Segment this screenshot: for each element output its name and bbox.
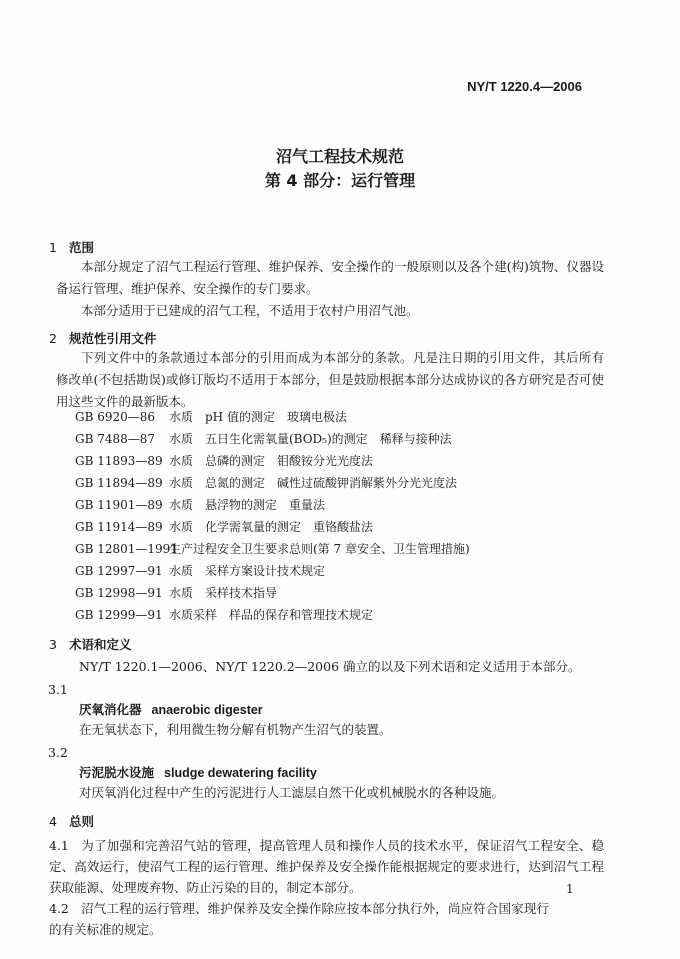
- reference-title: 水质 采样方案设计技术规定: [169, 564, 326, 578]
- clause: [49, 835, 604, 897]
- reference-code: GB 11893—89: [75, 454, 163, 468]
- reference-title: 水质 五日生化需氧量(BOD₅)的测定 稀释与接种法: [169, 432, 452, 446]
- reference-title: 水质 总氮的测定 碱性过硫酸钾消解紫外分光光度法: [169, 476, 458, 490]
- reference-title: 生产过程安全卫生要求总则(第 7 章安全、卫生管理措施): [169, 542, 470, 556]
- term-chinese: 污泥脱水设施: [79, 765, 155, 780]
- term-definition: 对厌氧消化过程中产生的污泥进行人工滤层自然干化或机械脱水的各种设施。: [79, 785, 505, 800]
- reference-title: 水质 悬浮物的测定 重量法: [169, 498, 326, 512]
- paragraph: 下列文件中的条款通过本部分的引用而成为本部分的条款。凡是注日期的引用文件，其后所有修改单(不包括勘误)或修订版均不适用于本部分，但是鼓励根据本部分达成协议的各方研究是否可使用这些文件的最新版本。: [56, 350, 604, 409]
- reference-code: GB 12801—1991: [75, 542, 178, 556]
- reference-code: GB 12997—91: [75, 564, 163, 578]
- reference-code: GB 12998—91: [75, 586, 163, 600]
- reference-item: [75, 452, 373, 469]
- reference-item: [75, 540, 470, 557]
- reference-code: GB 12999—91: [75, 608, 163, 622]
- section-number: 2: [49, 331, 57, 346]
- reference-title: 水质采样 样品的保存和管理技术规定: [169, 608, 374, 622]
- reference-code: GB 11914—89: [75, 520, 163, 534]
- reference-title: 水质 总磷的测定 钼酸铵分光光度法: [169, 454, 374, 468]
- reference-title: 水质 化学需氧量的测定 重铬酸盐法: [169, 520, 374, 534]
- document-subtitle: 第 4 部分：运行管理: [264, 171, 416, 190]
- reference-item: [75, 606, 373, 623]
- reference-item: [75, 518, 373, 535]
- paragraph: NY/T 1220.1—2006、NY/T 1220.2—2006 确立的以及下列术语和定义适用于本部分。: [79, 659, 581, 674]
- reference-code: GB 7488—87: [75, 432, 156, 446]
- clause-number: 4.1: [49, 838, 69, 853]
- term-entry: [79, 763, 317, 781]
- reference-item: [75, 408, 347, 425]
- section-3-heading: [49, 635, 132, 653]
- standard-code: NY/T 1220.4—2006: [467, 79, 582, 94]
- term-number: 3.1: [48, 682, 68, 697]
- reference-item: [75, 584, 277, 601]
- term-definition: 在无氧状态下，利用微生物分解有机物产生沼气的装置。: [79, 722, 392, 737]
- clause-number: 4.2: [49, 901, 69, 916]
- term-english: sludge dewatering facility: [164, 766, 317, 780]
- reference-item: [75, 430, 452, 447]
- section-title: 规范性引用文件: [69, 331, 157, 346]
- document-title: 沼气工程技术规范: [275, 147, 404, 166]
- clause-text: 为了加强和完善沼气站的管理，提高管理人员和操作人员的技术水平，保证沼气工程安全、稳定、高效运行，使沼气工程的运行管理、维护保养及安全操作能根据规定的要求进行，达到沼气工程获取能源、处理废弃物、防止污染的目的，制定本部分。: [49, 838, 604, 895]
- reference-code: GB 11894—89: [75, 476, 163, 490]
- section-number: 3: [49, 637, 57, 652]
- reference-title: 水质 采样技术指导: [169, 586, 278, 600]
- paragraph: 本部分规定了沼气工程运行管理、维护保养、安全操作的一般原则以及各个建(构)筑物、仪器设备运行管理、维护保养、安全操作的专门要求。: [56, 259, 604, 296]
- reference-code: GB 11901—89: [75, 498, 163, 512]
- page-number: 1: [566, 882, 574, 896]
- reference-item: [75, 474, 457, 491]
- paragraph: 本部分适用于已建成的沼气工程，不适用于农村户用沼气池。: [81, 303, 419, 318]
- section-number: 4: [49, 814, 57, 829]
- section-title: 范围: [69, 240, 95, 255]
- section-4-heading: [49, 812, 94, 830]
- term-number: 3.2: [48, 745, 68, 760]
- term-entry: [79, 700, 263, 718]
- reference-code: GB 6920—86: [75, 410, 156, 424]
- reference-title: 水质 pH 值的测定 玻璃电极法: [169, 410, 347, 424]
- reference-item: [75, 562, 325, 579]
- section-2-heading: [49, 329, 157, 347]
- section-1-heading: [49, 238, 94, 256]
- term-chinese: 厌氧消化器: [79, 702, 142, 717]
- clause-text: 沼气工程的运行管理、维护保养及安全操作除应按本部分执行外，尚应符合国家现行的有关标准的规定。: [49, 901, 549, 937]
- reference-item: [75, 496, 325, 513]
- section-number: 1: [49, 240, 57, 255]
- term-english: anaerobic digester: [151, 703, 263, 717]
- section-title: 术语和定义: [69, 637, 132, 652]
- section-title: 总则: [69, 814, 95, 829]
- clause: [49, 898, 549, 940]
